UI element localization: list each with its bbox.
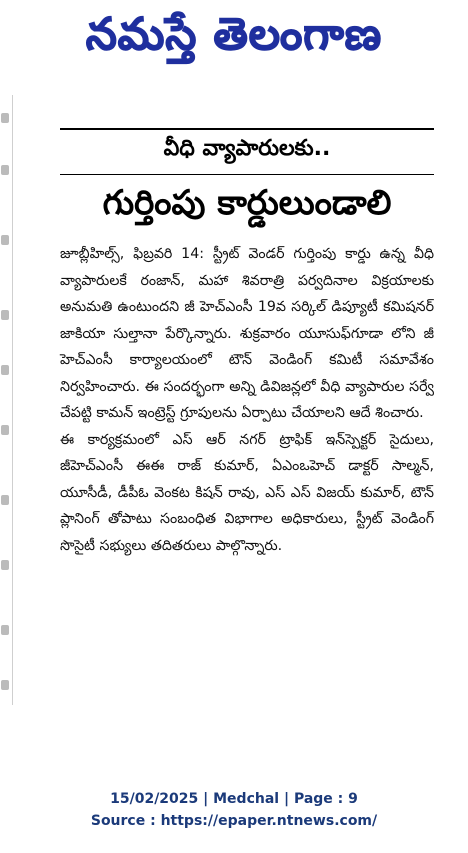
divider-rule <box>60 174 434 175</box>
adjacent-column-edge <box>0 95 13 705</box>
article-paragraph-1: జూబ్లీహిల్స్, ఫిబ్రవరి 14: స్ట్రీట్ వెండర్ గుర్తింపు కార్డు ఉన్న వీధి వ్యాపారులకే రంజాన్, మహా శివరాత్రి పర్వదినాల విక్రయాలకు అనుమతి ఉంటుందని జీ హెచ్ఎంసీ 19వ సర్కిల్ డిప్యూటీ కమిషనర్ జాకియా సుల్తానా పేర్కొన్నారు. శుక్రవారం యూసుఫ్‌గూడా లోని జీ హెచ్ఎంసీ కార్యాలయంలో టౌన్ వెండింగ్ కమిటీ సమావేశం నిర్వహించారు. ఈ సందర్భంగా అన్ని డివిజన్లలో వీధి వ్యాపారుల సర్వే చేపట్టి కామన్ ఇంట్రెస్ట్ గ్రూపులను ఏర్పాటు చేయాలని ఆదే శించారు. <box>60 246 434 421</box>
source-url-line: Source : https://epaper.ntnews.com/ <box>90 813 378 829</box>
article-kicker: వీధి వ్యాపారులకు.. <box>163 136 331 161</box>
article-clipping <box>60 128 434 559</box>
article-headline: గుర్తింపు కార్డులుండాలి <box>102 183 392 223</box>
top-rule <box>60 128 434 130</box>
source-date-line: 15/02/2025 | Medchal | Page : 9 <box>110 791 358 807</box>
masthead <box>0 0 468 80</box>
newspaper-logo: నమస్తే తెలంగాణ <box>85 9 383 60</box>
article-paragraph-2: ఈ కార్యక్రమంలో ఎస్ ఆర్ నగర్ ట్రాఫిక్ ఇన్‌స్పెక్టర్ సైదులు, జీహెచ్ఎంసీ ఈఈ రాజ్ కుమార్, ఏఎంఒహెచ్ డాక్టర్ సాల్మన్, యూసీడీ, డీపీఓ వెంకట కిషన్ రావు, ఎస్ ఎస్ విజయ్ కుమార్, టౌన్ ప్లానింగ్ తోపాటు సంబంధిత విభాగాల అధికారులు, స్ట్రీట్ వెండింగ్ సొసైటీ సభ్యులు తదితరులు పాల్గొన్నారు. <box>60 431 434 554</box>
